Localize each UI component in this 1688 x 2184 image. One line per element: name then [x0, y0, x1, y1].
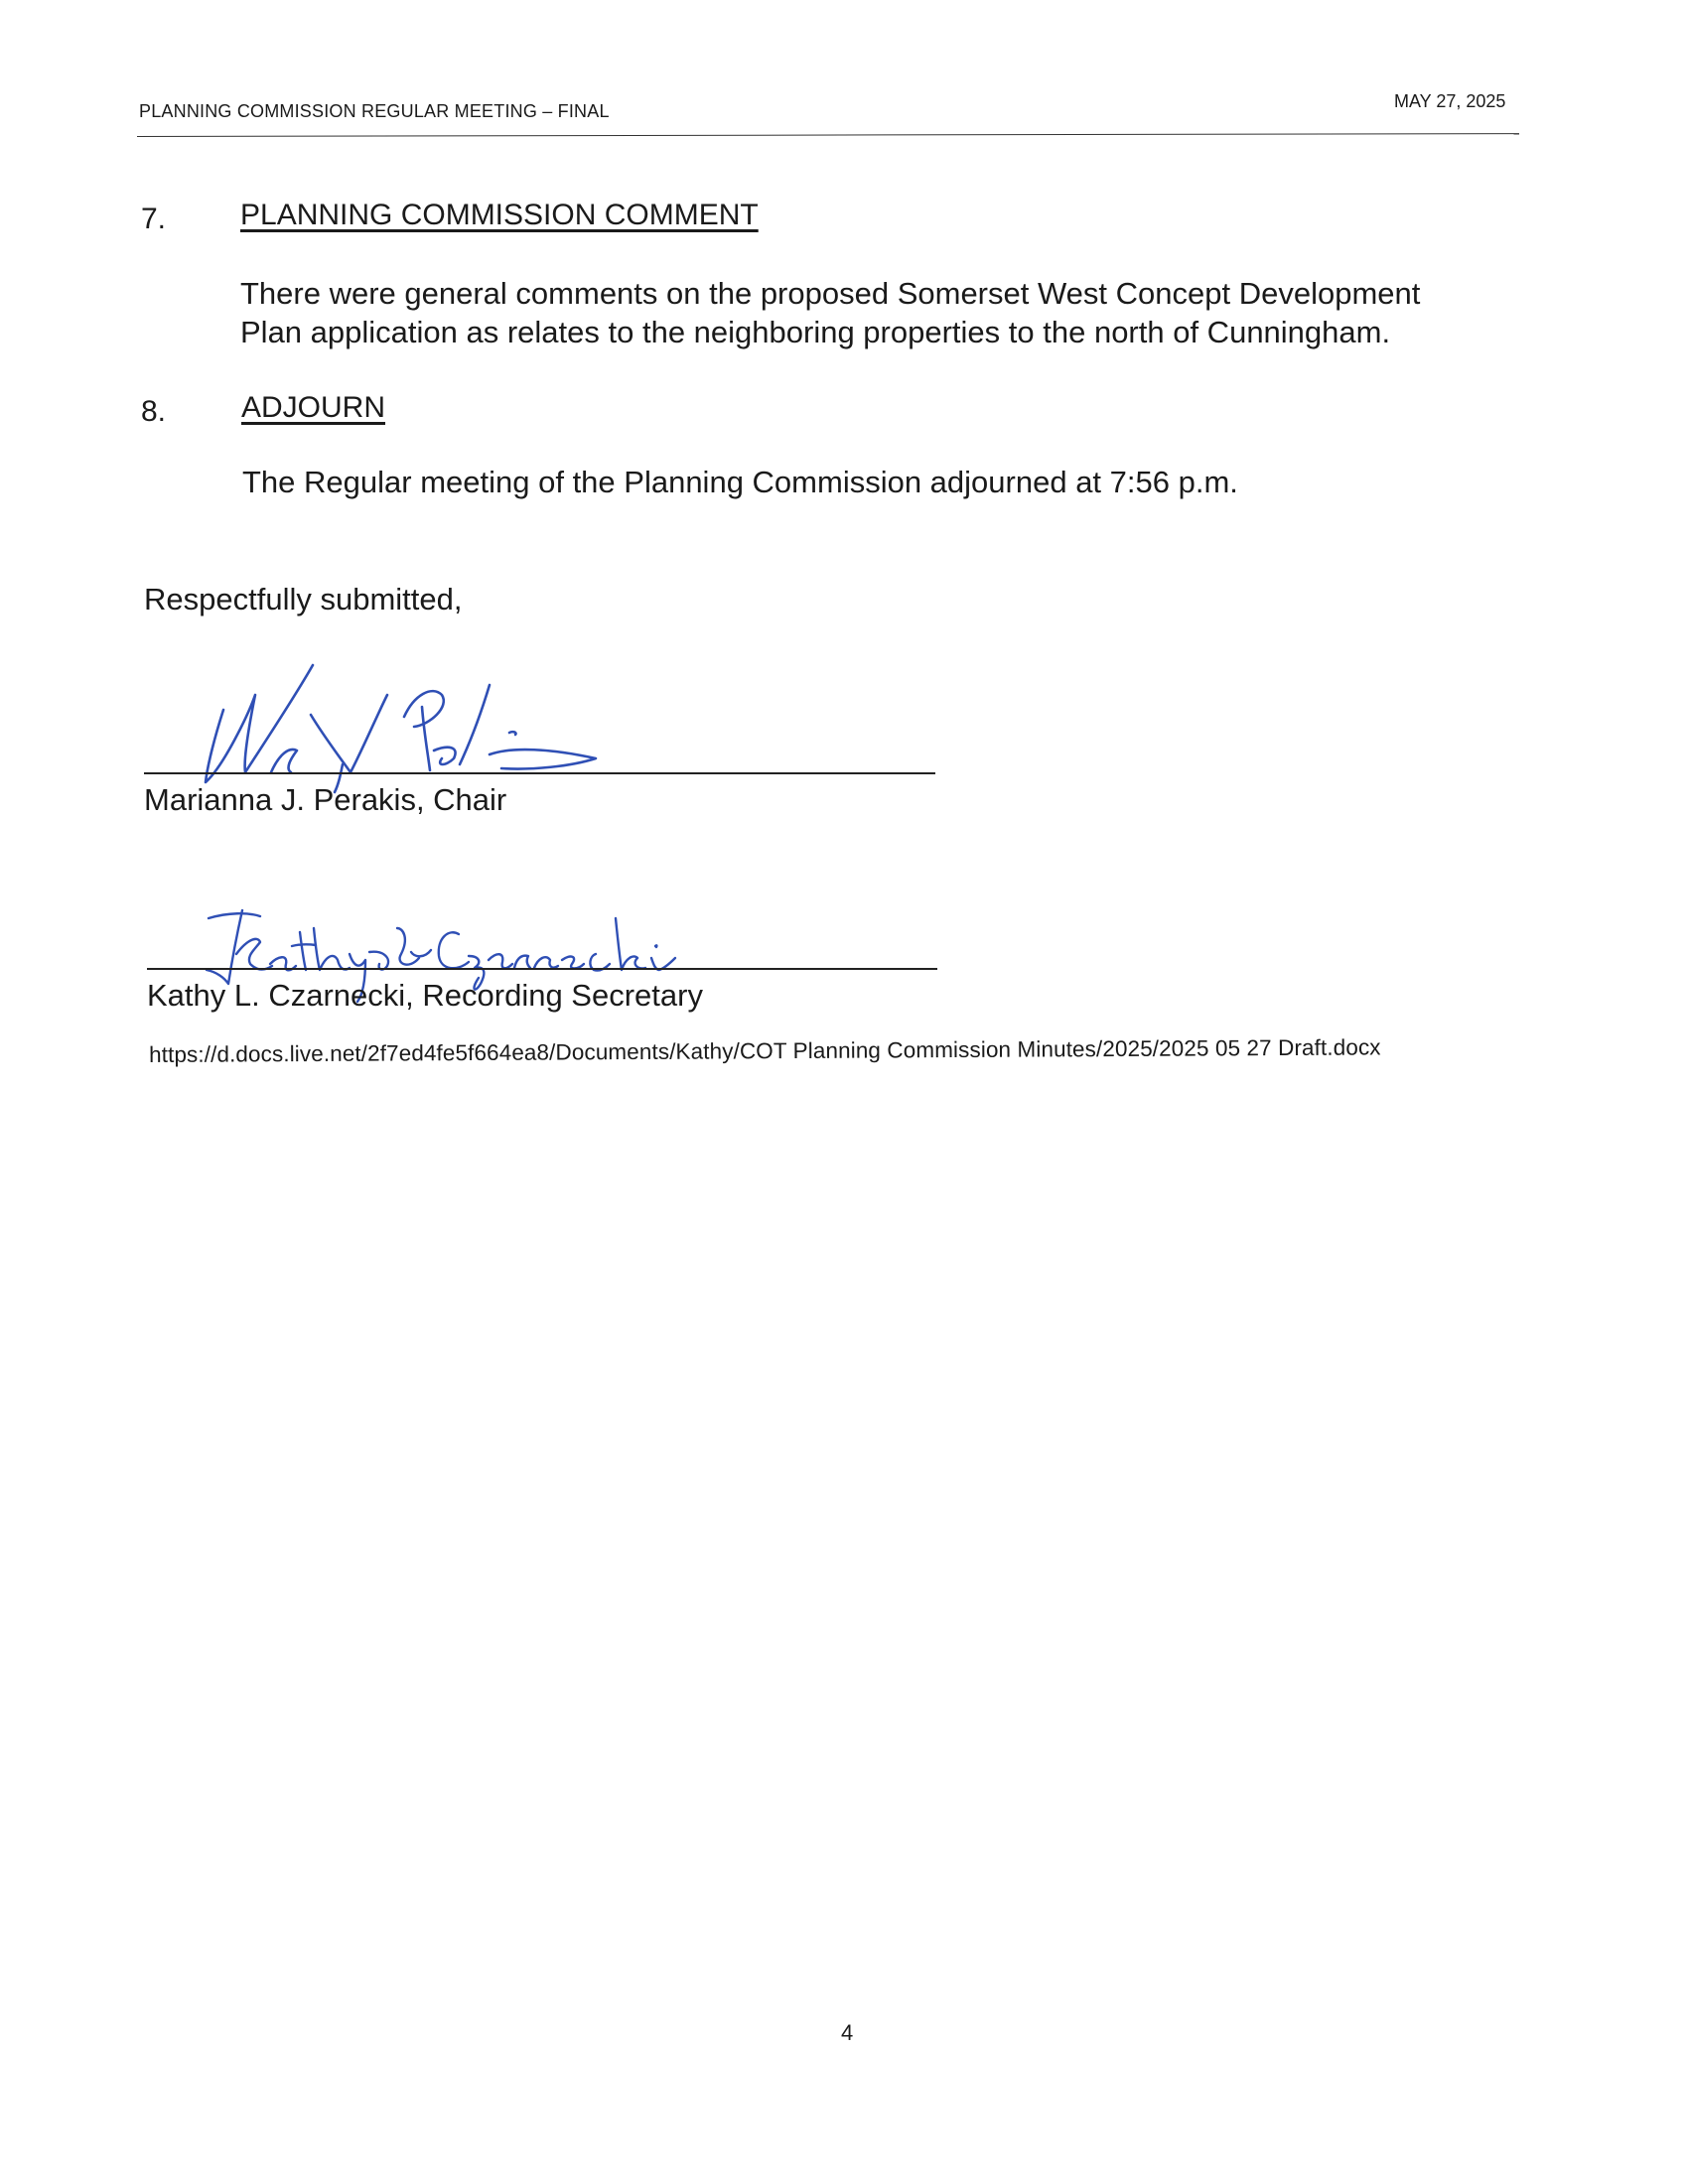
- closing-text: Respectfully submitted,: [144, 582, 463, 616]
- header-divider: [137, 133, 1519, 137]
- chair-signature-line: [144, 772, 935, 774]
- section-8-title: ADJOURN: [241, 391, 386, 424]
- section-7-body-line-2: Plan application as relates to the neighboring properties to the north of Cunningham.: [240, 315, 1391, 349]
- section-8-body-line-1: The Regular meeting of the Planning Commission adjourned at 7:56 p.m.: [242, 465, 1238, 499]
- header-date: MAY 27, 2025: [1394, 91, 1506, 111]
- secretary-signature-line: [147, 968, 937, 970]
- header-title: PLANNING COMMISSION REGULAR MEETING – FINAL: [139, 101, 610, 121]
- page-number: 4: [841, 2020, 854, 2045]
- section-7-number: 7.: [141, 203, 167, 235]
- section-8-number: 8.: [141, 395, 167, 428]
- section-7-title: PLANNING COMMISSION COMMENT: [240, 199, 759, 231]
- secretary-name: Kathy L. Czarnecki, Recording Secretary: [147, 978, 703, 1013]
- section-7-body-line-1: There were general comments on the proposed Somerset West Concept Development: [240, 276, 1421, 311]
- chair-name: Marianna J. Perakis, Chair: [144, 782, 507, 817]
- document-file-path: https://d.docs.live.net/2f7ed4fe5f664ea8/Documents/Kathy/COT Planning Commission Minutes/2025/2025 05 27 Draft.docx: [149, 1034, 1381, 1067]
